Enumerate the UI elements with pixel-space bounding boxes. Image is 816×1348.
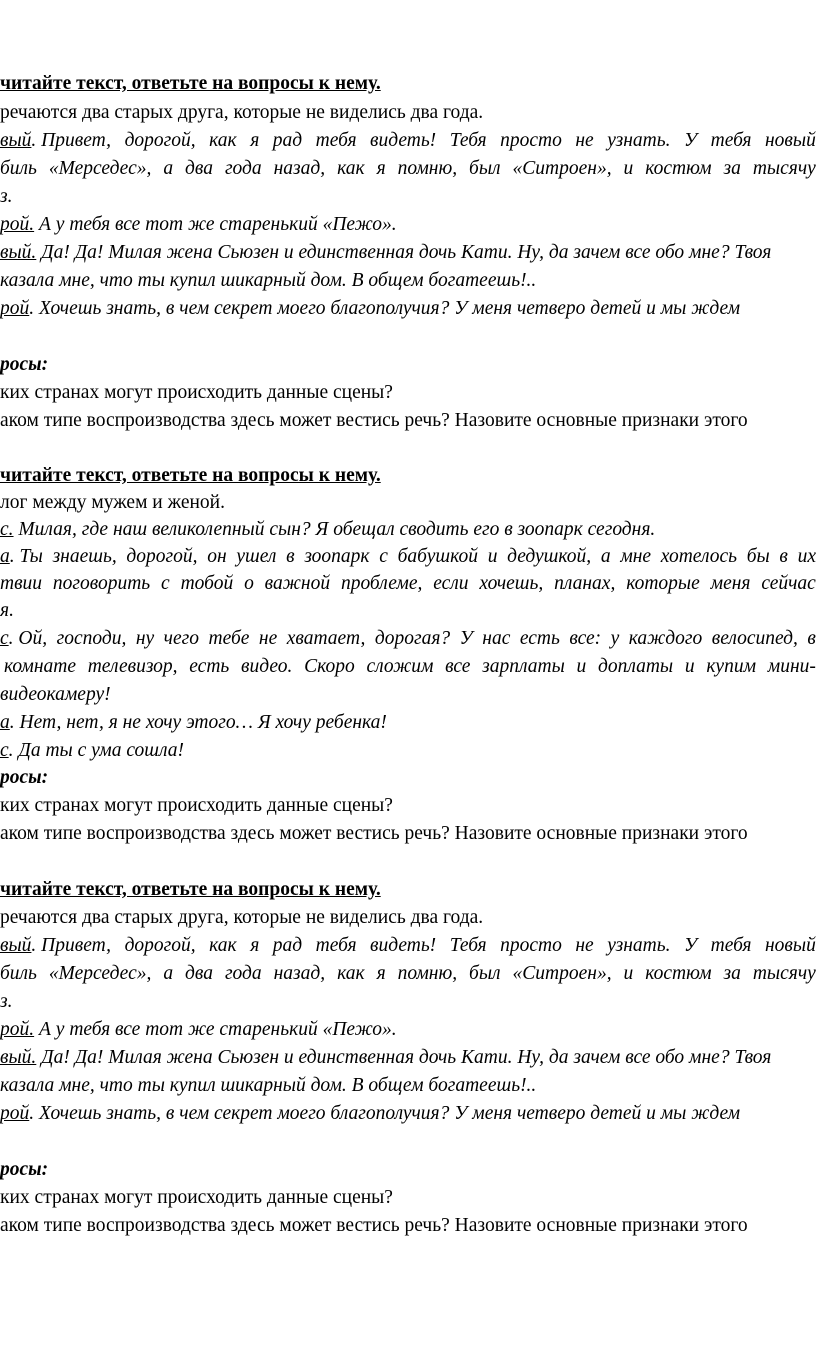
dialogue-line (0, 709, 816, 737)
word: комнате (4, 656, 76, 677)
dialogue-line (0, 543, 816, 571)
dialogue-line (0, 625, 816, 653)
word: просто (500, 130, 562, 151)
word: Привет, (41, 130, 112, 151)
word: меня (710, 573, 751, 594)
dialogue-line (0, 127, 816, 155)
word: проблеме, (340, 573, 423, 594)
word: и (487, 546, 498, 567)
word: помню, (397, 158, 458, 179)
word: не (575, 130, 594, 151)
word: «Мерседес», (48, 158, 152, 179)
word: назад, (273, 963, 326, 984)
word: мне (620, 546, 652, 567)
word: тебя (315, 935, 357, 956)
word: твии (0, 573, 43, 594)
word: а (163, 963, 174, 984)
task-heading: читайте текст, ответьте на вопросы к нему. (0, 73, 381, 94)
word: все (445, 656, 471, 677)
word: хотелось (660, 546, 737, 567)
dialogue-line (0, 211, 816, 239)
dialogue-line (0, 516, 816, 544)
word: видео. (241, 656, 293, 677)
dialogue-line (0, 960, 816, 988)
word: рад (272, 130, 303, 151)
word: не (575, 935, 594, 956)
word: Ой, (18, 628, 48, 649)
word: года (224, 158, 262, 179)
word: узнать. (607, 935, 671, 956)
word: тобой (180, 573, 234, 594)
speaker-separator: . (8, 740, 14, 761)
dialogue-text: Да! Да! Милая жена Сьюзен и единственная дочь Кати. Ну, да зачем все обо мне? Твоя (36, 1047, 772, 1068)
dialogue-line (0, 1044, 816, 1072)
word: видеть! (370, 130, 437, 151)
word: и (684, 656, 695, 677)
word: хватает, (286, 628, 366, 649)
word: дорогая? (374, 628, 451, 649)
speaker-label: рой (0, 1103, 30, 1124)
question-item: аком типе воспроизводства здесь может вестись речь? Назовите основные признаки этого (0, 1215, 748, 1236)
word: если (433, 573, 469, 594)
speaker-separator: . (29, 1103, 35, 1124)
word: «Ситроен», (512, 158, 612, 179)
word: которые (626, 573, 700, 594)
word: биль (0, 963, 37, 984)
word: Привет, (41, 935, 112, 956)
question-item: аком типе воспроизводства здесь может вестись речь? Назовите основные признаки этого (0, 410, 748, 431)
word: и (576, 656, 587, 677)
speaker-label: вый (0, 935, 32, 956)
word: дедушкой, (507, 546, 592, 567)
word: тысячу (752, 963, 816, 984)
dialogue-line (0, 239, 816, 267)
intro-line: лог между мужем и женой. (0, 492, 225, 513)
question-item: ких странах могут происходить данные сцены? (0, 382, 393, 403)
word: сложим (366, 656, 434, 677)
word: тебе (208, 628, 250, 649)
word: бабушкой (397, 546, 478, 567)
intro-line: речаются два старых друга, которые не виделись два года. (0, 102, 484, 123)
word: тебя (710, 935, 752, 956)
word: тебя (315, 130, 357, 151)
dialogue-line (0, 1100, 816, 1128)
dialogue-line (0, 155, 816, 183)
word: новый (764, 935, 816, 956)
dialogue-line (0, 737, 816, 765)
word: года (224, 963, 262, 984)
speaker-label: вый. (0, 242, 37, 263)
word: доплаты (597, 656, 674, 677)
word: был (469, 158, 501, 179)
dialogue-text: Хочешь знать, в чем секрет моего благополучия? У меня четверо детей и мы ждем (34, 298, 741, 319)
dialogue-line (0, 1016, 816, 1044)
word: он (207, 546, 227, 567)
word: с (161, 573, 170, 594)
word: в (779, 546, 788, 567)
word: как (337, 158, 365, 179)
word: два (185, 158, 213, 179)
dialogue-text: А у тебя все тот же старенький «Пежо». (34, 1019, 397, 1040)
word: зарплаты (482, 656, 565, 677)
word: я (376, 158, 386, 179)
word: назад, (273, 158, 326, 179)
word: я (376, 963, 386, 984)
dialogue-line (0, 295, 816, 323)
word: Тебя (449, 130, 487, 151)
word: их (797, 546, 816, 567)
speaker-separator: . (9, 546, 15, 567)
dialogue-line (0, 570, 816, 598)
word: узнать. (607, 130, 671, 151)
word: с (379, 546, 388, 567)
dialogue-text: Хочешь знать, в чем секрет моего благополучия? У меня четверо детей и мы ждем (34, 1103, 741, 1124)
dialogue-text: Да! Да! Милая жена Сьюзен и единственная дочь Кати. Ну, да зачем все обо мне? Твоя (36, 242, 772, 263)
word: новый (764, 130, 816, 151)
word: а (163, 158, 174, 179)
dialogue-text: Нет, нет, я не хочу этого… Я хочу ребенка! (14, 712, 387, 733)
questions-title: росы: (0, 354, 49, 375)
speaker-label: с. (0, 519, 14, 540)
word: поговорить (52, 573, 151, 594)
word: как (209, 935, 237, 956)
word: телевизор, (87, 656, 178, 677)
word: Ты (19, 546, 43, 567)
word: как (209, 130, 237, 151)
word: мини- (767, 656, 816, 677)
word: Скоро (304, 656, 355, 677)
word: купим (706, 656, 757, 677)
word: сейчас (761, 573, 816, 594)
dialogue-line (0, 932, 816, 960)
speaker-label: с (0, 628, 9, 649)
dialogue-text: Милая, где наш великолепный сын? Я обещал сводить его в зоопарк сегодня. (13, 519, 656, 540)
word: о (244, 573, 254, 594)
word: костюм (645, 963, 712, 984)
word: ушел (236, 546, 277, 567)
word: планах, (554, 573, 616, 594)
word: я (250, 130, 260, 151)
word: а (600, 546, 611, 567)
speaker-label: а (0, 546, 10, 567)
dialogue-line: я. (0, 600, 14, 621)
speaker-label: с (0, 740, 9, 761)
word: как (337, 963, 365, 984)
word: есть (519, 628, 560, 649)
word: есть (189, 656, 230, 677)
word: все: (569, 628, 602, 649)
word: помню, (397, 963, 458, 984)
word: дорогой, (124, 130, 196, 151)
question-item: ких странах могут происходить данные сцены? (0, 795, 393, 816)
word: и (623, 158, 634, 179)
speaker-label: рой (0, 298, 30, 319)
word: биль (0, 158, 37, 179)
word: видеть! (370, 935, 437, 956)
word: дорогой, (124, 935, 196, 956)
dialogue-line: з. (0, 991, 13, 1012)
word: и (623, 963, 634, 984)
speaker-label: вый. (0, 1047, 37, 1068)
task-heading: читайте текст, ответьте на вопросы к нему. (0, 465, 381, 486)
dialogue-line: видеокамеру! (0, 684, 111, 705)
question-item: аком типе воспроизводства здесь может вестись речь? Назовите основные признаки этого (0, 823, 748, 844)
word: я (250, 935, 260, 956)
word: зоопарк (304, 546, 370, 567)
speaker-label: рой. (0, 1019, 35, 1040)
word: хочешь, (479, 573, 544, 594)
word: У (683, 935, 698, 956)
speaker-label: а (0, 712, 10, 733)
task-heading: читайте текст, ответьте на вопросы к нему. (0, 879, 381, 900)
word: за (723, 963, 741, 984)
word: чего (163, 628, 199, 649)
word: в (286, 546, 295, 567)
dialogue-line: казала мне, что ты купил шикарный дом. В общем богатеешь!.. (0, 1075, 537, 1096)
word: господи, (56, 628, 127, 649)
word: тысячу (752, 158, 816, 179)
word: У (459, 628, 473, 649)
questions-title: росы: (0, 767, 49, 788)
questions-title: росы: (0, 1159, 49, 1180)
word: «Мерседес», (48, 963, 152, 984)
speaker-separator: . (29, 298, 35, 319)
word: за (723, 158, 741, 179)
speaker-label: вый (0, 130, 32, 151)
intro-line: речаются два старых друга, которые не виделись два года. (0, 907, 484, 928)
speaker-separator: . (31, 935, 37, 956)
word: Тебя (449, 935, 487, 956)
word: знаешь, (52, 546, 117, 567)
dialogue-text: А у тебя все тот же старенький «Пежо». (34, 214, 397, 235)
word: У (683, 130, 698, 151)
speaker-separator: . (8, 628, 14, 649)
question-item: ких странах могут происходить данные сцены? (0, 1187, 393, 1208)
word: бы (746, 546, 770, 567)
word: важной (264, 573, 331, 594)
dialogue-line: з. (0, 186, 13, 207)
dialogue-line: казала мне, что ты купил шикарный дом. В общем богатеешь!.. (0, 270, 537, 291)
word: нас (482, 628, 511, 649)
word: «Ситроен», (512, 963, 612, 984)
word: был (469, 963, 501, 984)
speaker-separator: . (9, 712, 15, 733)
word: каждого (628, 628, 703, 649)
speaker-label: рой. (0, 214, 35, 235)
word: два (185, 963, 213, 984)
word: не (258, 628, 278, 649)
word: у (610, 628, 620, 649)
word: рад (272, 935, 303, 956)
dialogue-text: Да ты с ума сошла! (13, 740, 184, 761)
word: велосипед, (711, 628, 798, 649)
word: в (807, 628, 816, 649)
dialogue-line (0, 653, 816, 681)
speaker-separator: . (31, 130, 37, 151)
word: ну (135, 628, 155, 649)
word: тебя (710, 130, 752, 151)
word: просто (500, 935, 562, 956)
word: костюм (645, 158, 712, 179)
word: дорогой, (126, 546, 198, 567)
